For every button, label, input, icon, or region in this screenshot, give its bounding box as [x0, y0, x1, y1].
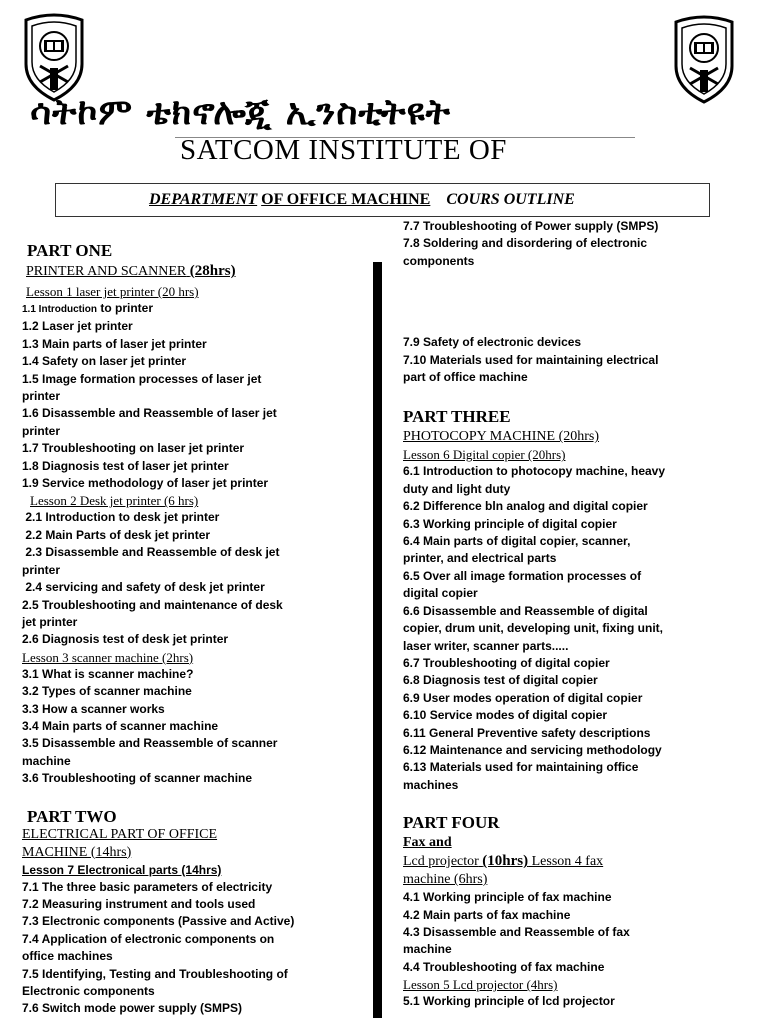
outline-item: 6.3 Working principle of digital copier [403, 516, 617, 531]
outline-item: 3.6 Troubleshooting of scanner machine [22, 771, 253, 786]
lesson-1-title: Lesson 1 laser jet printer (20 hrs) [26, 284, 199, 299]
department-name: OF OFFICE MACHINE [261, 191, 431, 208]
outline-item: duty and light duty [403, 481, 511, 496]
outline-item: 7.3 Electronic components (Passive and Active) [22, 914, 295, 929]
part-two-section-line1: ELECTRICAL PART OF OFFICE [22, 826, 218, 842]
part-three-section: PHOTOCOPY MACHINE (20hrs) [403, 429, 600, 445]
outline-item: 7.8 Soldering and disordering of electronic [403, 236, 648, 251]
lesson-1-list [22, 318, 367, 492]
outline-item: 6.4 Main parts of digital copier, scanner, [403, 534, 631, 549]
lesson-2-title: Lesson 2 Desk jet printer (6 hrs) [30, 493, 199, 509]
institute-emblem-right [672, 14, 736, 106]
outline-item: 7.5 Identifying, Testing and Troubleshooting of [22, 966, 288, 981]
outline-item: Electronic components [22, 984, 155, 998]
outline-item: 7.10 Materials used for maintaining electrical [403, 352, 659, 367]
part-two-heading: PART TWO [27, 806, 117, 826]
outline-item: 6.2 Difference bln analog and digital copier [403, 499, 648, 514]
outline-item: machines [403, 777, 459, 792]
outline-label: COURS OUTLINE [446, 191, 575, 208]
lesson-2-list [22, 509, 367, 648]
outline-item: 2.5 Troubleshooting and maintenance of desk [22, 597, 283, 612]
institute-title: SATCOM INSTITUTE OF [180, 134, 507, 166]
outline-item: 2.3 Disassemble and Reassemble of desk jet [22, 545, 280, 560]
outline-item: 2.6 Diagnosis test of desk jet printer [22, 632, 229, 647]
outline-item: 1.8 Diagnosis test of laser jet printer [22, 458, 229, 473]
item-prefix: 1.1 Introduction [22, 304, 97, 315]
lesson-7-list [22, 879, 367, 1018]
outline-item: 7.4 Application of electronic components on [22, 931, 275, 946]
lesson-4-list [403, 889, 703, 976]
department-label: DEPARTMENT [149, 191, 258, 208]
blank-space [403, 270, 703, 334]
outline-item: 7.9 Safety of electronic devices [403, 335, 582, 350]
outline-item: 6.12 Maintenance and servicing methodology [403, 742, 662, 757]
outline-item: 3.5 Disassemble and Reassemble of scanner [22, 736, 278, 751]
lesson-3-title: Lesson 3 scanner machine (2hrs) [22, 649, 194, 665]
outline-item: 2.4 servicing and safety of desk jet printer [22, 580, 265, 595]
outline-item: 4.3 Disassemble and Reassemble of fax [403, 924, 630, 939]
lesson-7-title: Lesson 7 Electronical parts (14hrs) [22, 862, 222, 877]
section-hours: (10hrs) [482, 853, 529, 870]
part-four-heading: PART FOUR [403, 813, 500, 833]
left-column [22, 240, 367, 1018]
outline-item: 7.7 Troubleshooting of Power supply (SMPS) [403, 219, 659, 233]
outline-item: 1.5 Image formation processes of laser jet [22, 371, 262, 386]
outline-item: 6.9 User modes operation of digital copier [403, 690, 643, 705]
part-three-heading: PART THREE [403, 407, 511, 427]
outline-item: digital copier [403, 586, 478, 601]
outline-item: 4.2 Main parts of fax machine [403, 907, 571, 922]
outline-item: part of office machine [403, 370, 528, 385]
outline-item: 3.3 How a scanner works [22, 701, 165, 716]
lesson-4-title: Lesson 4 fax [528, 854, 604, 870]
item-rest: to printer [97, 301, 153, 315]
right-column [403, 218, 703, 1011]
outline-item: 1.9 Service methodology of laser jet printer [22, 476, 269, 491]
lesson-3-list [22, 666, 367, 788]
section-hours: (28hrs) [189, 263, 236, 279]
department-banner [55, 183, 710, 217]
outline-item: jet printer [22, 614, 78, 629]
outline-item: 6.6 Disassemble and Reassemble of digital [403, 603, 648, 618]
outline-item: machine [403, 942, 452, 957]
outline-item: copier, drum unit, developing unit, fixing unit, [403, 621, 663, 636]
outline-item: 7.6 Switch mode power supply (SMPS) [22, 1001, 243, 1016]
outline-item: printer, and electrical parts [403, 551, 557, 566]
outline-item: 1.6 Disassemble and Reassemble of laser jet [22, 406, 277, 421]
institute-emblem-left [22, 12, 86, 104]
outline-item: printer [22, 423, 61, 438]
outline-item: components [403, 253, 475, 268]
part-one-section [26, 262, 367, 281]
outline-item: 1.3 Main parts of laser jet printer [22, 336, 207, 351]
outline-item: machine [22, 753, 71, 768]
outline-item: 1.7 Troubleshooting on laser jet printer [22, 441, 245, 456]
amharic-title: ሳትኮም ቴክኖሎጂ ኢንስቲትዩት [30, 92, 451, 133]
part-four-section-line1: Fax and [403, 835, 452, 851]
lesson-5-list [403, 993, 703, 1010]
outline-item: 3.4 Main parts of scanner machine [22, 718, 219, 733]
outline-item: 4.1 Working principle of fax machine [403, 890, 612, 905]
outline-item: 3.1 What is scanner machine? [22, 666, 194, 681]
outline-item: 6.8 Diagnosis test of digital copier [403, 673, 598, 688]
outline-item: laser writer, scanner parts..... [403, 638, 569, 653]
outline-item: 5.1 Working principle of lcd projector [403, 994, 615, 1009]
lesson-6-title: Lesson 6 Digital copier (20hrs) [403, 447, 566, 463]
outline-item: office machines [22, 949, 113, 964]
outline-item: 6.5 Over all image formation processes of [403, 568, 642, 583]
section-title: Lcd projector [403, 854, 479, 870]
outline-item: 6.13 Materials used for maintaining office [403, 760, 639, 775]
outline-item: 6.11 General Preventive safety descriptions [403, 725, 651, 740]
section-title: PRINTER AND SCANNER [26, 264, 187, 279]
outline-item: 7.2 Measuring instrument and tools used [22, 896, 256, 911]
outline-item: printer [22, 562, 61, 577]
outline-item: printer [22, 389, 61, 404]
outline-item: 6.10 Service modes of digital copier [403, 708, 608, 723]
column-divider [373, 262, 382, 1018]
outline-item: 7.1 The three basic parameters of electricity [22, 879, 273, 894]
part-two-continued-list [403, 218, 703, 270]
outline-item: 6.7 Troubleshooting of digital copier [403, 655, 610, 670]
outline-item: 6.1 Introduction to photocopy machine, heavy [403, 464, 666, 479]
outline-item: 4.4 Troubleshooting of fax machine [403, 959, 605, 974]
outline-item: 1.4 Safety on laser jet printer [22, 354, 187, 369]
part-four-section-line2 [403, 852, 703, 871]
part-two-safety-list [403, 334, 703, 386]
part-four-section-line3: machine (6hrs) [403, 872, 488, 888]
outline-item: 3.2 Types of scanner machine [22, 684, 192, 699]
part-two-section-line2: MACHINE (14hrs) [22, 844, 132, 860]
outline-item: 2.2 Main Parts of desk jet printer [22, 527, 211, 542]
outline-item: 2.1 Introduction to desk jet printer [22, 510, 220, 525]
lesson-5-title: Lesson 5 Lcd projector (4hrs) [403, 977, 558, 993]
part-one-heading: PART ONE [27, 241, 113, 260]
lesson-1-item [22, 300, 367, 318]
outline-item: 1.2 Laser jet printer [22, 319, 133, 334]
lesson-6-list [403, 463, 703, 794]
